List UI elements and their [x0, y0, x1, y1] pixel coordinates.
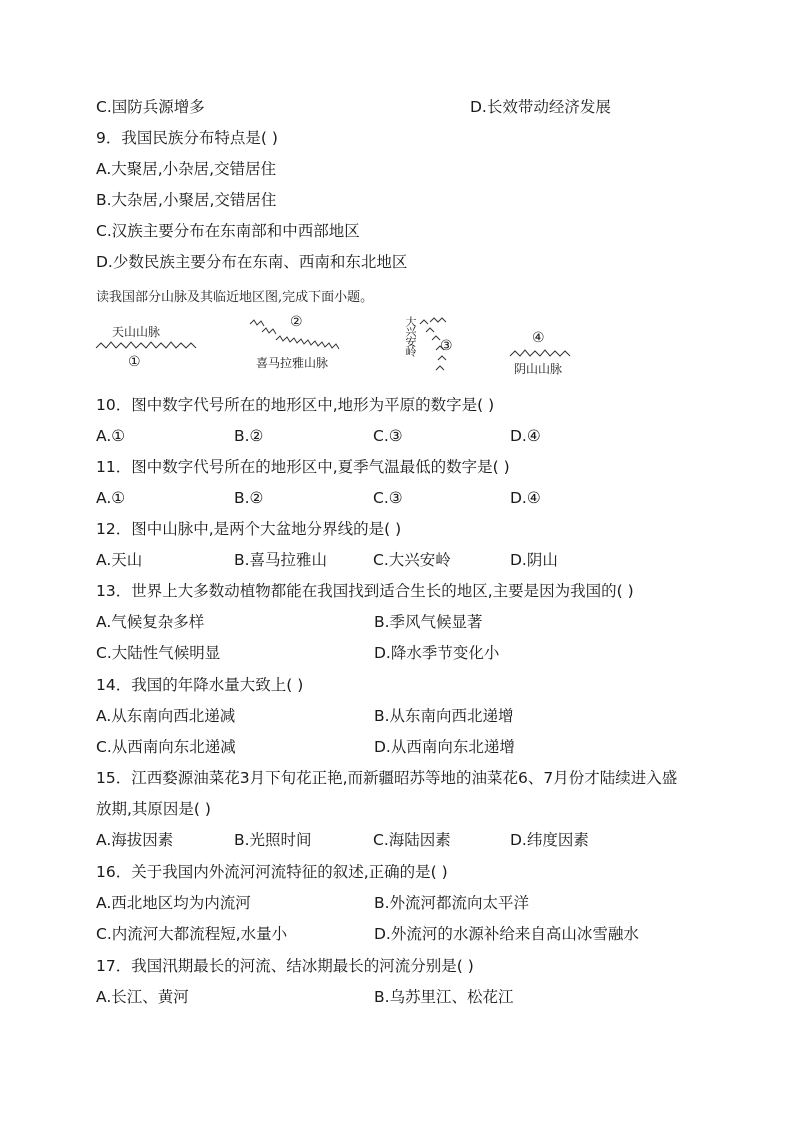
q14-stem: 14．我国的年降水量大致上( )	[96, 676, 304, 694]
q15-options-row	[96, 830, 696, 850]
q8-options-row	[96, 97, 611, 117]
q9-option-d[interactable]: D.少数民族主要分布在东南、西南和东北地区	[96, 253, 408, 271]
q9-option-b[interactable]: B.大杂居,小聚居,交错居住	[96, 191, 277, 209]
q12-option-d[interactable]: D.阴山	[510, 551, 558, 569]
q14-option-a[interactable]: A.从东南向西北递减	[96, 707, 236, 725]
q8-option-d[interactable]: D.长效带动经济发展	[470, 98, 611, 116]
label-yinshan: 阴山山脉	[514, 362, 563, 376]
q15-option-b[interactable]: B.光照时间	[234, 831, 312, 849]
q12-options-row	[96, 550, 696, 570]
q10-option-b[interactable]: B.②	[234, 427, 264, 445]
q17-options-row-1	[96, 987, 514, 1007]
q14-options-row-1	[96, 706, 514, 726]
q17-option-b[interactable]: B.乌苏里江、松花江	[374, 988, 514, 1006]
q10-option-a[interactable]: A.①	[96, 427, 126, 445]
q11-options-row	[96, 488, 696, 508]
q9-option-a[interactable]: A.大聚居,小杂居,交错居住	[96, 160, 277, 178]
q14-options-row-2	[96, 737, 515, 757]
q16-option-a[interactable]: A.西北地区均为内流河	[96, 894, 251, 912]
q10-option-c[interactable]: C.③	[373, 427, 403, 445]
q13-options-row-2	[96, 643, 500, 663]
q12-stem: 12．图中山脉中,是两个大盆地分界线的是( )	[96, 520, 402, 538]
q14-option-b[interactable]: B.从东南向西北递增	[374, 707, 514, 725]
q13-option-b[interactable]: B.季风气候显著	[374, 613, 483, 631]
q11-option-b[interactable]: B.②	[234, 489, 264, 507]
q10-stem: 10．图中数字代号所在的地形区中,地形为平原的数字是( )	[96, 396, 495, 414]
section-intro: 读我国部分山脉及其临近地区图,完成下面小题。	[96, 290, 374, 305]
q11-option-a[interactable]: A.①	[96, 489, 126, 507]
q8-option-c[interactable]: C.国防兵源增多	[96, 98, 205, 116]
q16-options-row-1	[96, 893, 530, 913]
q11-stem: 11．图中数字代号所在的地形区中,夏季气温最低的数字是( )	[96, 458, 510, 476]
q16-options-row-2	[96, 924, 639, 944]
q9-stem: 9．我国民族分布特点是( )	[96, 129, 278, 147]
q13-option-c[interactable]: C.大陆性气候明显	[96, 644, 221, 662]
q14-option-c[interactable]: C.从西南向东北递减	[96, 738, 236, 756]
label-num-4: ④	[532, 330, 545, 346]
q17-option-a[interactable]: A.长江、黄河	[96, 988, 189, 1006]
q11-option-c[interactable]: C.③	[373, 489, 403, 507]
mountain-map-drawing	[90, 310, 690, 390]
q13-stem: 13．世界上大多数动植物都能在我国找到适合生长的地区,主要是因为我国的( )	[96, 582, 634, 600]
mountain-map	[90, 310, 690, 390]
label-himalaya: 喜马拉雅山脉	[256, 356, 329, 370]
q16-option-c[interactable]: C.内流河大都流程短,水量小	[96, 925, 288, 943]
q9-option-c[interactable]: C.汉族主要分布在东南部和中西部地区	[96, 222, 360, 240]
q12-option-a[interactable]: A.天山	[96, 551, 143, 569]
q12-option-b[interactable]: B.喜马拉雅山	[234, 551, 328, 569]
label-num-3: ③	[440, 338, 453, 354]
q13-options-row-1	[96, 612, 483, 632]
label-num-1: ①	[128, 354, 141, 370]
q10-options-row	[96, 426, 696, 446]
label-daxinganling: 大兴安岭	[404, 316, 417, 356]
q17-stem: 17．我国汛期最长的河流、结冰期最长的河流分别是( )	[96, 957, 474, 975]
q15-option-d[interactable]: D.纬度因素	[510, 831, 589, 849]
label-num-2: ②	[290, 314, 303, 330]
q12-option-c[interactable]: C.大兴安岭	[373, 551, 451, 569]
q11-option-d[interactable]: D.④	[510, 489, 541, 507]
q16-option-d[interactable]: D.外流河的水源补给来自高山冰雪融水	[374, 925, 639, 943]
q16-stem: 16．关于我国内外流河河流特征的叙述,正确的是( )	[96, 863, 448, 881]
q13-option-a[interactable]: A.气候复杂多样	[96, 613, 205, 631]
q15-stem-line-2: 放期,其原因是( )	[96, 800, 211, 818]
q13-option-d[interactable]: D.降水季节变化小	[374, 644, 500, 662]
q15-option-c[interactable]: C.海陆因素	[373, 831, 451, 849]
q10-option-d[interactable]: D.④	[510, 427, 541, 445]
label-tianshan: 天山山脉	[112, 325, 161, 339]
q14-option-d[interactable]: D.从西南向东北递增	[374, 738, 515, 756]
q15-stem-line-1: 15．江西婺源油菜花3月下旬花正艳,而新疆昭苏等地的油菜花6、7月份才陆续进入盛	[96, 769, 678, 787]
q15-option-a[interactable]: A.海拔因素	[96, 831, 174, 849]
q16-option-b[interactable]: B.外流河都流向太平洋	[374, 894, 530, 912]
